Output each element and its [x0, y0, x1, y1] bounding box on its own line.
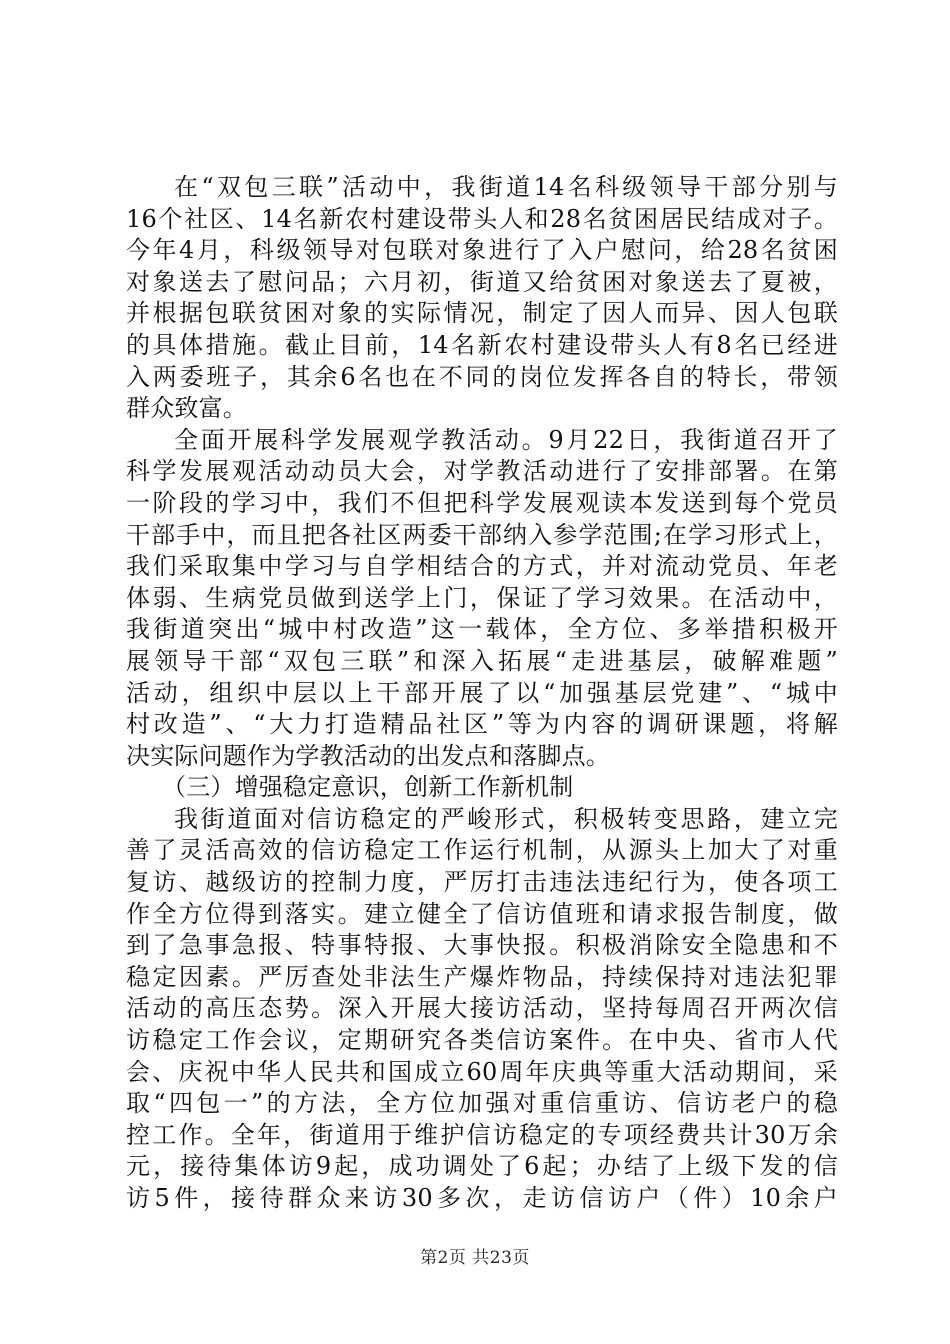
paragraph-line: 我街道面对信访稳定的严峻形式，积极转变思路，建立完 — [174, 804, 838, 833]
paragraph-line: 活动的高压态势。深入开展大接访活动，坚持每周召开两次信 — [126, 994, 838, 1023]
paragraph-line: 访稳定工作会议，定期研究各类信访案件。在中央、省市人代 — [126, 1026, 838, 1055]
paragraph-line: 到了急事急报、特事特报、大事快报。积极消除安全隐患和不 — [126, 931, 838, 960]
paragraph-line: 并根据包联贫困对象的实际情况，制定了因人而异、因人包联 — [126, 299, 838, 328]
paragraph-line: 今年4月，科级领导对包联对象进行了入户慰问，给28名贫困 — [126, 236, 838, 265]
section-heading: （三）增强稳定意识，创新工作新机制 — [162, 773, 574, 802]
paragraph-line: 全面开展科学发展观学教活动。9月22日，我街道召开了 — [174, 425, 838, 454]
paragraph-line: 我街道突出“城中村改造”这一载体，全方位、多举措积极开 — [126, 615, 838, 644]
paragraph-line: 在“双包三联”活动中，我街道14名科级领导干部分别与 — [174, 173, 838, 201]
paragraph-line: 16个社区、14名新农村建设带头人和28名贫困居民结成对子。 — [126, 204, 838, 233]
paragraph-line: 科学发展观活动动员大会，对学教活动进行了安排部署。在第 — [126, 457, 838, 486]
paragraph-line: 复访、越级访的控制力度，严厉打击违法违纪行为，使各项工 — [126, 868, 838, 897]
paragraph-line: 取“四包一”的方法，全方位加强对重信重访、信访老户的稳 — [126, 1089, 838, 1118]
paragraph-line: 作全方位得到落实。建立健全了信访值班和请求报告制度，做 — [126, 899, 838, 928]
paragraph-line: 村改造”、“大力打造精品社区”等为内容的调研课题，将解 — [126, 710, 838, 739]
paragraph-line: 展领导干部“双包三联”和深入拓展“走进基层，破解难题” — [126, 646, 838, 675]
paragraph-line: 稳定因素。严厉查处非法生产爆炸物品，持续保持对违法犯罪 — [126, 962, 838, 991]
paragraph-line: 干部手中，而且把各社区两委干部纳入参学范围;在学习形式上， — [126, 520, 838, 549]
paragraph-line: 我们采取集中学习与自学相结合的方式，并对流动党员、年老 — [126, 552, 838, 581]
paragraph-line: 体弱、生病党员做到送学上门，保证了学习效果。在活动中， — [126, 583, 838, 612]
paragraph-line: 元，接待集体访9起，成功调处了6起；办结了上级下发的信 — [126, 1152, 838, 1181]
paragraph-line: 的具体措施。截止目前，14名新农村建设带头人有8名已经进 — [126, 330, 838, 359]
paragraph-line: 活动，组织中层以上干部开展了以“加强基层党建”、“城中 — [126, 678, 838, 707]
paragraph-line: 对象送去了慰问品；六月初，街道又给贫困对象送去了夏被， — [126, 267, 838, 296]
paragraph-line: 会、庆祝中华人民共和国成立60周年庆典等重大活动期间，采 — [126, 1057, 838, 1086]
paragraph-line: 善了灵活高效的信访稳定工作运行机制，从源头上加大了对重 — [126, 836, 838, 865]
paragraph-line: 一阶段的学习中，我们不但把科学发展观读本发送到每个党员 — [126, 488, 838, 517]
paragraph-line: 决实际问题作为学教活动的出发点和落脚点。 — [126, 741, 610, 770]
page-number-footer: 第2页 共23页 — [420, 1248, 530, 1268]
paragraph-line: 群众致富。 — [126, 394, 247, 423]
paragraph-line: 访5件，接待群众来访30多次，走访信访户（件）10余户 — [126, 1184, 838, 1212]
paragraph-line: 入两委班子，其余6名也在不同的岗位发挥各自的特长，带领 — [126, 362, 838, 391]
document-body — [126, 172, 838, 1215]
paragraph-line: 控工作。全年，街道用于维护信访稳定的专项经费共计30万余 — [126, 1120, 838, 1149]
